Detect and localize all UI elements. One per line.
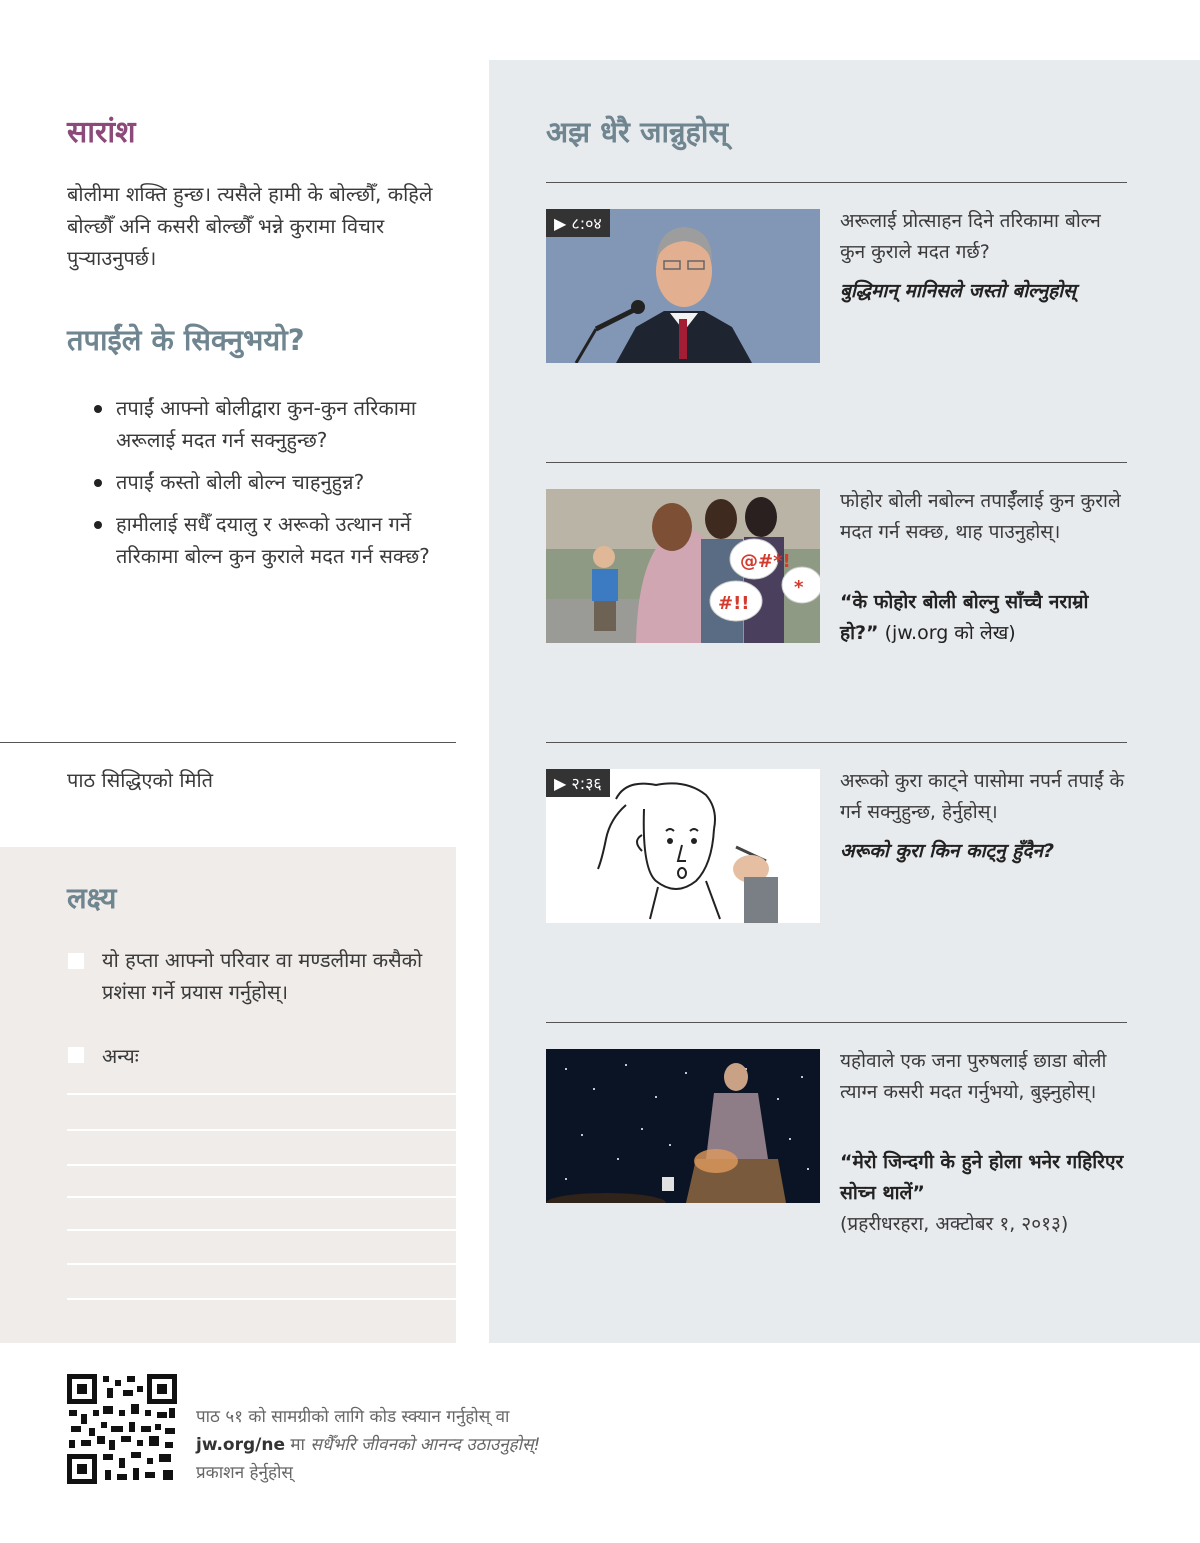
- goal-checkbox-other[interactable]: [68, 1047, 84, 1063]
- writing-line[interactable]: [67, 1298, 456, 1300]
- qr-code-icon[interactable]: [67, 1374, 177, 1484]
- video-duration: ▶ २:३६: [546, 769, 610, 797]
- goal-checkbox[interactable]: [68, 953, 84, 969]
- learn-more-description: अरूको कुरा काट्ने पासोमा नपर्न तपाईं के गर्न सक्नुहुन्छ, हेर्नुहोस्।: [840, 770, 1125, 823]
- footer-text: [196, 1403, 616, 1487]
- learn-more-heading: अझ धेरै जान्नुहोस्: [546, 115, 729, 149]
- learn-more-description: यहोवाले एक जना पुरुषलाई छाडा बोली त्याग्न कसरी मदत गर्नुभयो, बुझ्नुहोस्।: [840, 1050, 1107, 1103]
- divider: [0, 742, 456, 743]
- review-question: तपाईं कस्तो बोली बोल्न चाहनुहुन्न?: [94, 466, 454, 498]
- article-source: (jw.org को लेख): [878, 622, 1016, 644]
- summary-text: बोलीमा शक्ति हुन्छ। त्यसैले हामी के बोल्छौँ, कहिले बोल्छौँ अनि कसरी बोल्छौँ भन्ने कुरामा विचार पुऱ्याउनुपर्छ।: [67, 182, 433, 270]
- article-title[interactable]: “के फोहोर बोली बोल्नु साँच्चै नराम्रो हो?”: [840, 591, 1089, 644]
- review-heading: तपाईंले के सिक्नुभयो?: [67, 323, 305, 357]
- divider: [546, 182, 1127, 183]
- writing-line[interactable]: [67, 1093, 456, 1095]
- article-source: (प्रहरीधरहरा, अक्टोबर १, २०१३): [840, 1213, 1069, 1235]
- divider: [546, 742, 1127, 743]
- writing-line[interactable]: [67, 1164, 456, 1166]
- review-question: तपाईं आफ्नो बोलीद्वारा कुन-कुन तरिकामा अरूलाई मदत गर्न सक्नुहुन्छ?: [94, 392, 454, 456]
- svg-text:*: *: [794, 577, 804, 598]
- completion-date-label: पाठ सिद्धिएको मिति: [67, 768, 214, 792]
- video-thumbnail-whiteboard[interactable]: [546, 769, 820, 923]
- learn-more-description: अरूलाई प्रोत्साहन दिने तरिकामा बोल्न कुन कुराले मदत गर्छ?: [840, 210, 1101, 263]
- video-thumbnail-speaker[interactable]: [546, 209, 820, 363]
- svg-text:@#*!: @#*!: [740, 551, 791, 572]
- svg-text:#!!: #!!: [718, 593, 750, 614]
- learn-more-description: फोहोर बोली नबोल्न तपाईँलाई कुन कुराले मदत गर्न सक्छ, थाह पाउनुहोस्।: [840, 490, 1121, 543]
- footer-line-3: प्रकाशन हेर्नुहोस्: [196, 1463, 293, 1483]
- summary-heading: सारांश: [67, 115, 136, 150]
- article-thumbnail-teens[interactable]: [546, 489, 820, 643]
- footer-line-1: पाठ ५१ को सामग्रीको लागि कोड स्क्यान गर्नुहोस् वा: [196, 1407, 510, 1427]
- review-questions: [94, 392, 454, 582]
- video-title-link[interactable]: बुद्धिमान् मानिसले जस्तो बोल्नुहोस्: [840, 280, 1077, 302]
- divider: [546, 1022, 1127, 1023]
- article-title-link[interactable]: “मेरो जिन्दगी के हुने होला भनेर गहिरिएर सोच्न थालें”: [840, 1151, 1124, 1204]
- goal-panel: [0, 847, 456, 1343]
- writing-line[interactable]: [67, 1229, 456, 1231]
- video-duration: ▶ ८:०४: [546, 209, 610, 237]
- footer-connector: मा: [284, 1435, 311, 1455]
- goal-item: यो हप्ता आफ्नो परिवार वा मण्डलीमा कसैको प्रशंसा गर्ने प्रयास गर्नुहोस्।: [102, 948, 423, 1004]
- divider: [546, 462, 1127, 463]
- writing-line[interactable]: [67, 1263, 456, 1265]
- review-question: हामीलाई सधैँ दयालु र अरूको उत्थान गर्ने तरिकामा बोल्न कुन कुराले मदत गर्न सक्छ?: [94, 508, 454, 572]
- video-title-link[interactable]: अरूको कुरा किन काट्नु हुँदैन?: [840, 840, 1054, 862]
- writing-line[interactable]: [67, 1129, 456, 1131]
- footer-line-2: [196, 1431, 616, 1459]
- goal-heading: लक्ष्य: [67, 881, 117, 915]
- goal-item-other: अन्यः: [102, 1044, 139, 1068]
- writing-line[interactable]: [67, 1196, 456, 1198]
- footer-link[interactable]: jw.org/ne: [196, 1435, 285, 1455]
- article-thumbnail-night-sky[interactable]: [546, 1049, 820, 1203]
- article-title-link[interactable]: [840, 587, 1130, 649]
- footer-publication: सधैँभरि जीवनको आनन्द उठाउनुहोस्!: [310, 1435, 541, 1455]
